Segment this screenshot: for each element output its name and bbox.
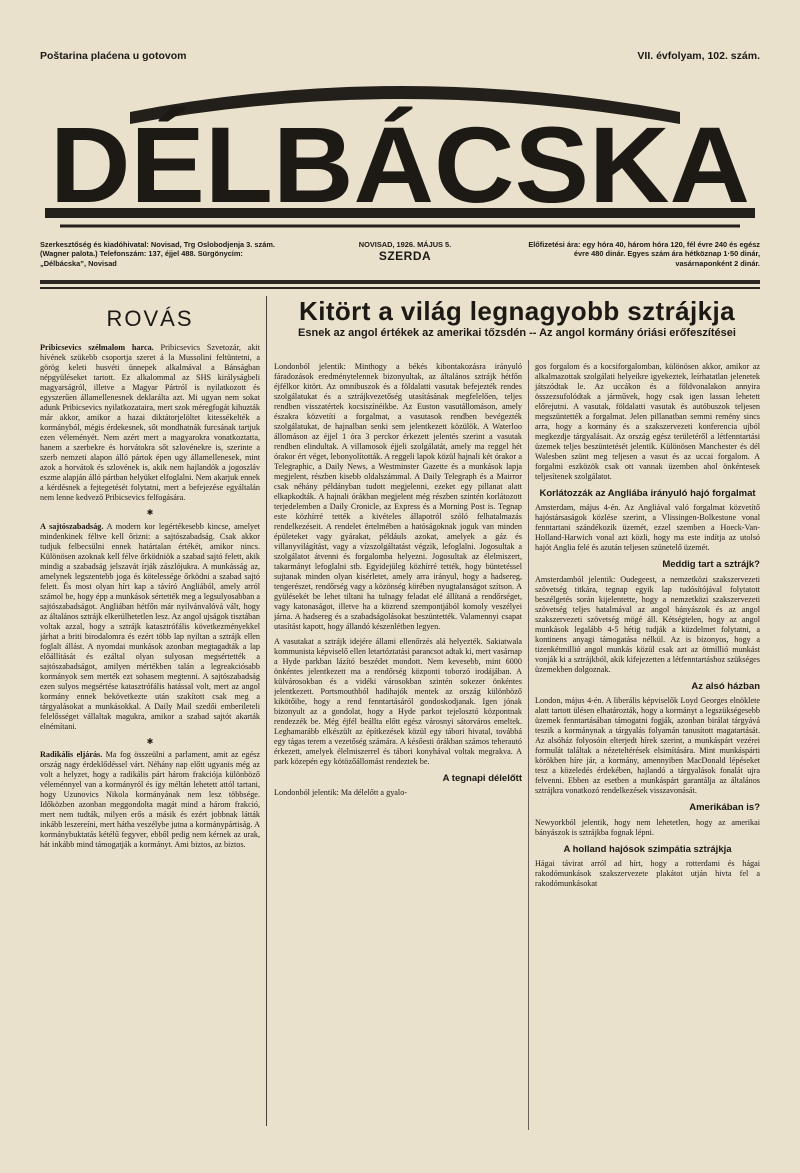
top-line <box>40 50 760 62</box>
postage-note: Poštarina plaćena u gotovom <box>40 50 187 62</box>
rovas-column <box>40 296 260 1126</box>
dateline: NOVISAD, 1926. MÁJUS 5. <box>358 240 452 249</box>
meta-bar <box>40 240 760 268</box>
article-column-3 <box>535 362 760 1132</box>
article-paragraph: Hágai távirat arról ad hírt, hogy a rotterdami és hágai rakodómunkások szakszervezete plakátot utján hivta fel a rakodómunkásokat <box>535 858 760 888</box>
article-paragraph: Londonból jelentik: Minthogy a békés kibontakozásra irányuló fáradozások eredménytelennek bizonyultak, az általános sztrájk hétfőn éjfélkor kitört. Az omnibuszok és a földalatti vasutak befejezték rendes szolgálatukat és a sztrájkvezetőség utasításának megfelelően, teljes rendben visszatértek kocsiszínéikbe. Az Euston vasutállomáson, amely északra közvetíti a forgalmat, a vasutasok rendben bevégezték szolgálatukat, de hajnalban senki sem jelentkezett közülök. A Waterloo állomáson az éjjel 1 óra 3 perckor érkezett jelentés szerint a vasutak rendben elindultak. A villamosok éjjeli szolgálatát, amely ma reggel hét órakor ért véget, lebonyolították. A reggeli lapok közül hajnali két órakor a Telegraphic, a Daily News, a Westminster Gazette és a munkások lapja megjelent, részben kisebb oldalszámmal. A Daily Telegraph és a Mairror csak néhány példányban tudott megjelenni, ezeket egy pillanat alatt elkapkodták. A hajnali órákban megjelent még részben szintén korlátozott terjedelemben a Daily Cronicle, az Express és a Morning Post is. Tegnap este közhírré tették a kivételes állapotról szóló felhatalmazás rendelkezéseit. A rendelet értelmében a hatóságoknak joguk van minden épületeket vagy gyárakat, példáuls azokat, amelyek a gáz és villanyvilágítást, vagy a vízszolgáltatást végzik, lefoglalni. Jogosultak a szolgálatot átvenni és forgalomba helyezni. Jogosultak az élelmiszert, takarmányt lefoglalni stb. Egyidejüleg közhírré tették, hogy büntetéssel sujtanak minden olyan kisérletet, amely arra irányul, hogy a hadsereg, tengerészet, rendőrség vagy a közönség körében nyugtalanságot szítson. A gyülésekét be lehet tiltani ha tulnagy feladat elé állítaná a rendőrséget, vagy katonaságot, illetve ha a közrend szempontjából komoly veszélyei járna. A hadsereg és a szabadságolásokat beszüntették. Valamennyi csapat utasítást kapott, hogy állandó készenlétben legyen. <box>274 362 522 631</box>
article-paragraph: A vasutakat a sztrájk idejére állami ellenőrzés alá helyezték. Sakiatwala kommunista képviselő ellen letartóztatási parancsot adtak ki, mert vasárnap a Hyde parkban lázító beszédet mondott. Nem kevesebb, mint 6000 önkéntes jelentkezett ma a rendőrség központi toborzó irodájában. A külvárosokban és a vidéki városokban szintén sokezer önkéntes jelentkezett. Portsmouthból hadihajók mentek az ország különböző kikötőibe, hogy a rend fenntartásáról gondoskodjanak. Igen jónak bizonyult az a gondolat, hogy a Hyde parkot tejelosztó központnak rendezzék be. Még éjfél beállta előtt egész városnyi sátorváros emeltek. Leghamarább elkészült az építkezések közül egy tábori hivatal, továbbá egy tágas terem a vezetőség számára. A későesti órákban számos teherautó érkezett, amelyek élelmiszerrel és tábori konyhával voltak megrakva. A park közepén egy kötözőállomást rendeztek be. <box>274 637 522 766</box>
volume-number: VII. évfolyam, 102. szám. <box>637 50 760 62</box>
header-rule-thin <box>40 287 760 289</box>
header-rule <box>40 280 760 284</box>
section-heading: A tegnapi délelőtt <box>442 773 522 784</box>
article-body: Pribicsevics Szvetozár, akit hívének szükebb csoportja szeret á la Mussolini feltüntetni, a görög keleti husvéti ünnepek alkalmával a Bánságban népgyüléseket tartott. Ez alkalommal az SHS királyságbeli magyarságról, illetve a Magyar Pártról is nyilatkozott és egyszerűen államellenesnek deklarálta azt. Mi ugyan nem sokat adunk Pribicsevics nyilatkozataira, mert szok méregfogát kihuzták már akkor, amikor a hazai diktátorjelöltet kitessékelték a kormányból, mégis érdekesnek, sőt mondhatnák furcsának tartjuk ezen véleményét. Nem azért mert a magyarokra vonatkoztatta, hanem a szerbekre és horvátokra sőt szlovénekre is, szerinte a szerb nemzeti alapon álló pártok épen ugy államellenesek, mint azok a horvátok és szlovének is, akik nem hajlandók a jogoszláv eszme alapján álló pártban helyüket elfoglalni. Nem akarjuk ennek a kérdésnek a fejtegetését folytatni, mert a befejezése egyáltalán nem lenne kedvező Pribicsevics felfogására. <box>40 342 260 502</box>
separator-star: ✱ <box>146 507 154 517</box>
editorial-info: Szerkesztőség és kiadóhivatal: Novisad, Trg Oslobodjenja 3. szám. (Wagner palota.) Telefonszám: 137, éjjel 488. Sürgönycím: „Délbácska”, Novisad <box>40 240 275 268</box>
article-paragraph: Amsterdam, május 4-én. Az Angliával való forgalmat közvetítő hajóstársaságok közlése szerint, a Vlissingen-Bolkestone vonal fenntartani szándékozik üzemét, ezzel szemben a Hoeck-Van-Holland-Harwich vonal azt közli, hogy ma este indítja az utolsó hajót Anglia felé és azután teljesen szünetelő üzemét. <box>535 503 760 553</box>
article-paragraph: Amsterdamból jelentik: Oudegeest, a nemzetközi szakszervezeti szövetség titkára, tegnap egyik lap tudósítójával folytatott beszélgetés során kijelentette, hogy a nemzetközi szakszervezeti szövetség teljes hatalmával az angol bányászok és az angol szakszervezeti szövetség mögé áll. Kétségtelen, hogy az angol munkások legalább 4-5 hétig tudják a küzdelmet folytatni, a kontinens anyagi támogatása nélkül. Az is bizonyos, hogy a tizenkétmillió angol munkás közül csak azt az ötmillió munkást vonják ki a sztrájkból, akik kifejezetten a létfenntartáshoz szükséges üzemekben dolgoznak. <box>535 574 760 674</box>
article-paragraph <box>40 750 260 850</box>
section-heading: A holland hajósok szimpátia sztrájkja <box>563 843 732 855</box>
column-divider <box>266 296 267 1126</box>
section-heading: Az alsó házban <box>691 680 760 692</box>
main-subhead: Esnek az angol értékek az amerikai tőzsdén -- Az angol kormány óriási erőfeszítései <box>298 327 736 339</box>
separator-star: ✱ <box>146 736 154 746</box>
main-headline-block <box>274 296 760 340</box>
section-heading: Meddig tart a sztrájk? <box>662 559 760 571</box>
main-headline: Kitört a világ legnagyobb sztrájkja <box>299 296 735 326</box>
article-body: A modern kor legértékesebb kincse, amelyet mindenkinek féltve kell őrizni: a sajtószabadság. Csak akkor tudjuk felbecsülni ennek határtalan értékét, amikor nincs. Különösen azoknak kell félve őrködniök a szabad sajtó felett, akik mindig a szabadság jelszavát írják zászlójukra. A munkásság az, amelynek legszentebb joga és kötelessége őrködni a szabad sajtó felett. És most olyan hírt kap a távíró Angliából, amely arról számol be, hogy épp a munkások sértették meg a legsulyosabban a sajtószabadságot. Angliában hétfőn már nyilvánvalóvá vált, hogy az általános sztrájk elkerülhetetlen lesz. Az angol ujságok tisztában voltak azzal, hogy a sztrájk katasztrófális következményekkel járhat a briti birodalomra és ezért több lap nyiltan a sztrájk ellen foglalt állást. A nyomdai munkások azonban megtagadták a lap előállítását és ezáltal olyan sulyosan megsértették a sajtószabadságot, amilyen mértékben talán a legreakciósabb kormányok sem merték ezt sohasem megtenni. A sajtószabadság ezen sulyos megsértése katasztrófális hatással volt, mert az angol kormány ennek bekövetkezte után szakított csak meg a tárgyalásokat a munkásokkal. A Daily Mail szedői emberileteli felelősséget vállaltak magukra, amikor a szabad sajtót akarták elnémítani. <box>40 521 260 731</box>
article-paragraph <box>40 522 260 732</box>
article-paragraph: Londonból jelentik: Ma délelőtt a gyalo- <box>274 788 408 798</box>
article-paragraph: Newyorkból jelentik, hogy nem lehetetlen, hogy az amerikai bányászok is sztrájkba fognak lépni. <box>535 817 760 837</box>
article-body: Ma fog összeülni a parlament, amit az egész ország nagy érdeklődéssel várt. Néhány nap előtt ugyanis még az volt a helyzet, hogy a radikális párt három frakciója különböző véleménnyel van a kormányról és így méltán lehetett attól tartani, hogy Uzunovics Nikola kormányának nem lesz többsége. Időközben azonban meggondolta magát mind a három frakció, mert nem tudták, milyen erős a másik és ezért jobbnak látták inkább leszereíni, mert hátha veszélybe jutna a kormánypártiság. A kormánybuktatás kétélű fegyver, ebből pedig nem kérnek az urak, hát inkább mind támogatják a kormányt. Ami biztos, az biztos. <box>40 750 260 850</box>
date-block <box>300 240 510 268</box>
article-lead: Radikális eljárás. <box>40 750 103 760</box>
article-lead: A sajtószabadság. <box>40 521 104 531</box>
section-heading: Amerikában is? <box>689 802 760 814</box>
article-paragraph <box>40 343 260 503</box>
masthead-logo <box>40 72 760 242</box>
weekday: SZERDA <box>378 249 432 264</box>
section-heading: Korlátozzák az Angliába irányuló hajó forgalmat <box>539 488 756 499</box>
article-paragraph: gos forgalom és a kocsiforgalomban, különösen akkor, amikor az alkalmazottak szolgálati helyeikre igyekeztek, leírhatatlan jelenetek játszódtak le. Az uccákon és a földvonalakon annyira összezsufolódtak a járművek, hogy csak igen lassan lehetett előrejutni. A vasutak, földalatti vasutak és autóbuszok teljesen megszüntették a forgalmat. Jelen pillanatban semmi remény sincs arra, hogy a kormány és a szakszervezeti konferencia ujból megkezdje tárgyalásait. Az ország egész területéről a létfenntartási üzemek teljes beszüntetését jelentik. Különösen Manchester és dél Walesben szünt meg teljesen a vasut és az uccai forgalom. A forgalmi eszközök csak ott vannak üzemben ahol önkéntesek teljesítenek szolgálatot. <box>535 362 760 481</box>
column-heading: ROVÁS <box>106 306 194 331</box>
column-divider <box>528 360 529 1130</box>
article-lead: Pribicsevics szélmalom harca. <box>40 342 154 352</box>
subscription-info: Előfizetési ára: egy hóra 40, három hóra 120, fél évre 240 és egész évre 480 dinár. Egyes szám ára hétköznap 1·50 dinár, vasárnaponként 2 dinár. <box>528 240 760 268</box>
article-paragraph: London, május 4-én. A liberális képviselők Loyd Georges elnöklete alatt tartott ülésen elhatározták, hogy a kormányt a legszükségesebb üzemek fenntartásában támogatni fogják, azonban birálat tárgyává teszik a kormánynak a tárgyalás folyamán tanusított magatartását. Az alsóház folyosóin elterjedt hírek szerint, a munkáspárt vezérei formulát találtak a nézeteltérések elsimítására. Mint munkáspárti körökben híre jár, a kormány, amennyiben MacDonald lépéseket tesz a közeledés érdekében, hajlandó a tárgyalások fonalát ujra felvenni. Ebben az esetben a munkáspárt garantálja az általános sztrájkra vonatkozó rendelkezések visszavonását. <box>535 696 760 796</box>
masthead-title: DÉLBÁCSKA <box>50 104 750 225</box>
article-column-2 <box>274 362 522 1132</box>
masthead <box>40 72 760 242</box>
